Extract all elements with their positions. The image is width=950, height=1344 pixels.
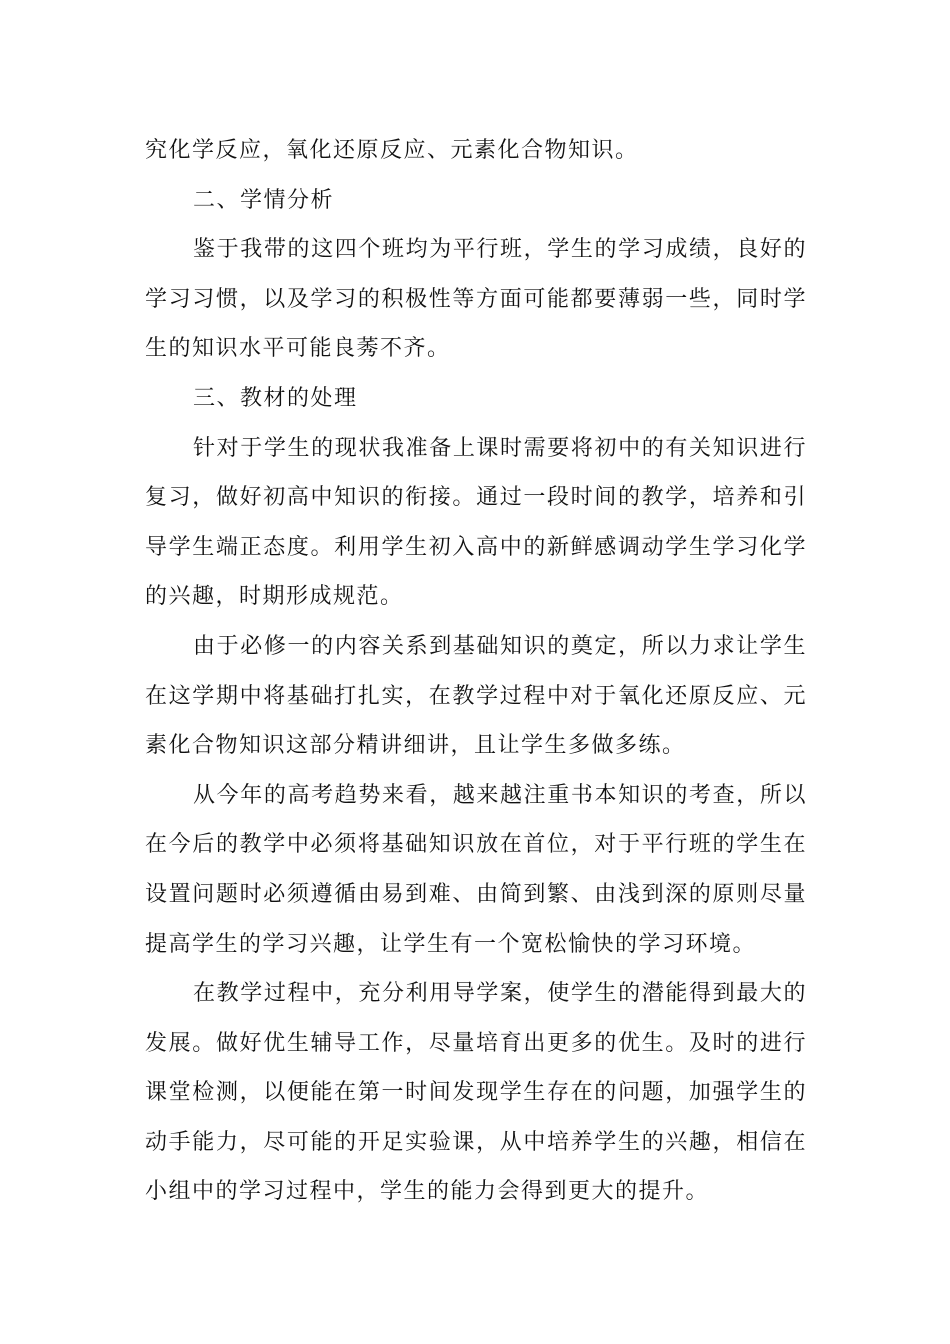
document-body xyxy=(145,126,807,1217)
paragraph-review-plan: 针对于学生的现状我准备上课时需要将初中的有关知识进行复习，做好初高中知识的衔接。通过一段时间的教学，培养和引导学生端正态度。利用学生初入高中的新鲜感调动学生学习化学的兴趣，时期形成规范。 xyxy=(145,435,807,610)
paragraph-teaching-process: 在教学过程中，充分利用导学案，使学生的潜能得到最大的发展。做好优生辅导工作，尽量培育出更多的优生。及时的进行课堂检测，以便能在第一时间发现学生存在的问题，加强学生的动手能力，尽可能的开足实验课，从中培养学生的兴趣，相信在小组中的学习过程中，学生的能力会得到更大的提升。 xyxy=(145,981,807,1205)
paragraph-foundation: 由于必修一的内容关系到基础知识的奠定，所以力求让学生在这学期中将基础打扎实，在教学过程中对于氧化还原反应、元素化合物知识这部分精讲细讲，且让学生多做多练。 xyxy=(145,633,807,759)
section-heading-textbook-handling: 三、教材的处理 xyxy=(193,385,358,411)
paragraph-learning-analysis: 鉴于我带的这四个班均为平行班，学生的学习成绩，良好的学习习惯，以及学习的积极性等方面可能都要薄弱一些，同时学生的知识水平可能良莠不齐。 xyxy=(145,237,807,362)
paragraph-exam-trend: 从今年的高考趋势来看，越来越注重书本知识的考查，所以在今后的教学中必须将基础知识放在首位，对于平行班的学生在设置问题时必须遵循由易到难、由简到繁、由浅到深的原则尽量提高学生的学习兴趣，让学生有一个宽松愉快的学习环境。 xyxy=(145,782,807,957)
paragraph-continuation: 究化学反应，氧化还原反应、元素化合物知识。 xyxy=(145,138,639,163)
section-heading-learning-analysis: 二、学情分析 xyxy=(193,187,335,213)
